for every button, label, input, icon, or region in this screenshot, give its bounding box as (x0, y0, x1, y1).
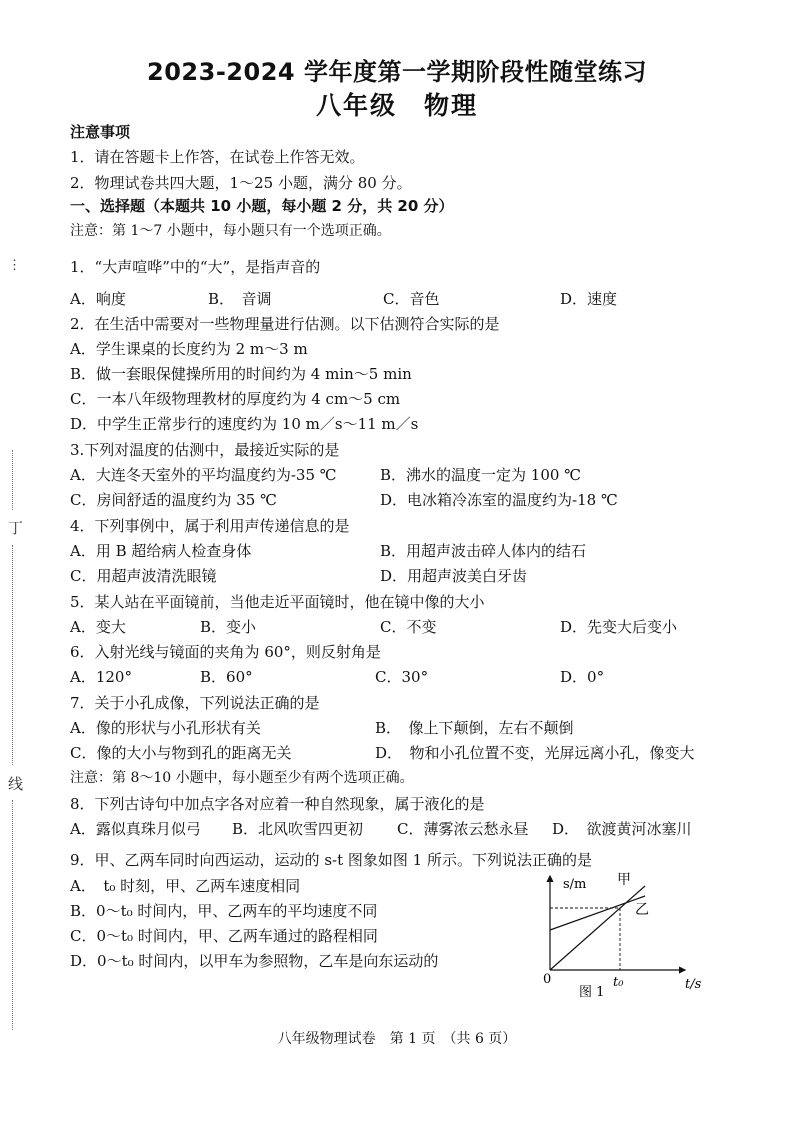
binding-dotted-line (12, 545, 13, 765)
figure-ylabel: s/m (563, 877, 587, 892)
figure-origin: 0 (543, 972, 552, 987)
binding-dot-mark: ⋮ (8, 258, 21, 273)
q9-option-d: D．0～t₀ 时间内，以甲车为参照物，乙车是向东运动的 (70, 952, 439, 970)
question-6-stem: 6．入射光线与镜面的夹角为 60°，则反射角是 (70, 643, 381, 661)
q4-option-b: B．用超声波击碎人体内的结石 (380, 542, 587, 560)
q8-option-a: A．露似真珠月似弓 (70, 820, 201, 838)
question-8-stem: 8．下列古诗句中加点字各对应着一种自然现象，属于液化的是 (70, 795, 485, 813)
figure-caption: 图 1 (579, 985, 605, 1000)
q8-option-d: D． 欲渡黄河冰塞川 (552, 820, 692, 838)
question-9-stem: 9．甲、乙两车同时向西运动，运动的 s-t 图象如图 1 所示。下列说法正确的是 (70, 851, 592, 869)
q8-option-c: C．薄雾浓云愁永昼 (397, 820, 529, 838)
q9-option-b: B．0～t₀ 时间内，甲、乙两车的平均速度不同 (70, 902, 378, 920)
q3-option-d: D．电冰箱冷冻室的温度约为-18 ℃ (380, 491, 618, 509)
notice-heading: 注意事项 (70, 123, 131, 141)
q3-option-b: B．沸水的温度一定为 100 ℃ (380, 466, 581, 484)
series-jia-line (550, 886, 645, 970)
q9-option-c: C．0～t₀ 时间内，甲、乙两车通过的路程相同 (70, 927, 378, 945)
figure-1-st-graph (535, 868, 710, 1003)
q2-option-b: B．做一套眼保健操所用的时间约为 4 min～5 min (70, 365, 412, 383)
binding-dotted-line (12, 450, 13, 510)
series-jia-label: 甲 (617, 872, 631, 888)
section-heading: 一、选择题（本题共 10 小题，每小题 2 分，共 20 分） (70, 197, 454, 215)
q7-option-c: C．像的大小与物到孔的距离无关 (70, 744, 292, 762)
q6-option-c: C．30° (375, 668, 429, 686)
question-4-stem: 4．下列事例中，属于利用声传递信息的是 (70, 517, 350, 535)
question-2-stem: 2．在生活中需要对一些物理量进行估测。以下估测符合实际的是 (70, 315, 500, 333)
binding-mark-xian: 线 (8, 775, 24, 793)
section-note-1: 注意：第 1～7 小题中，每小题只有一个选项正确。 (70, 223, 391, 239)
page-footer: 八年级物理试卷 第 1 页 （共 6 页） (277, 1031, 517, 1047)
notice-item-1: 1．请在答题卡上作答，在试卷上作答无效。 (70, 148, 365, 166)
question-3-stem: 3.下列对温度的估测中，最接近实际的是 (70, 441, 340, 459)
question-5-stem: 5．某人站在平面镜前，当他走近平面镜时，他在镜中像的大小 (70, 593, 485, 611)
q5-option-c: C．不变 (380, 618, 437, 636)
q2-option-c: C．一本八年级物理教材的厚度约为 4 cm～5 cm (70, 390, 401, 408)
binding-dotted-line (12, 800, 13, 1030)
q1-option-b: B． 音调 (208, 290, 272, 308)
figure-t0-label: t₀ (613, 975, 624, 990)
q3-option-c: C．房间舒适的温度约为 35 ℃ (70, 491, 277, 509)
q6-option-a: A．120° (70, 668, 132, 686)
q2-option-a: A．学生课桌的长度约为 2 m～3 m (70, 340, 308, 358)
q6-option-b: B．60° (200, 668, 253, 686)
figure-xlabel: t/s (685, 977, 702, 992)
question-7-stem: 7．关于小孔成像，下列说法正确的是 (70, 694, 320, 712)
exam-subtitle: 八年级 物理 (315, 91, 478, 120)
question-1-stem: 1．“大声喧哗”中的“大”，是指声音的 (70, 258, 321, 276)
q4-option-d: D．用超声波美白牙齿 (380, 567, 528, 585)
q4-option-c: C．用超声波清洗眼镜 (70, 567, 217, 585)
q5-option-d: D．先变大后变小 (560, 618, 678, 636)
exam-title: 2023-2024 学年度第一学期阶段性随堂练习 (147, 58, 647, 86)
series-yi-line (550, 896, 645, 930)
q7-option-b: B． 像上下颠倒，左右不颠倒 (375, 719, 574, 737)
q1-option-d: D．速度 (560, 290, 618, 308)
q4-option-a: A．用 B 超给病人检查身体 (70, 542, 252, 560)
q3-option-a: A．大连冬天室外的平均温度约为-35 ℃ (70, 466, 337, 484)
q5-option-a: A．变大 (70, 618, 126, 636)
q7-option-d: D． 物和小孔位置不变，光屏远离小孔，像变大 (375, 744, 695, 762)
q8-option-b: B．北风吹雪四更初 (232, 820, 364, 838)
q2-option-d: D．中学生正常步行的速度约为 10 m／s～11 m／s (70, 415, 419, 433)
notice-item-2: 2．物理试卷共四大题，1～25 小题，满分 80 分。 (70, 174, 412, 192)
series-yi-label: 乙 (635, 902, 649, 918)
q9-option-a: A． t₀ 时刻，甲、乙两车速度相同 (70, 877, 301, 895)
q6-option-d: D．0° (560, 668, 605, 686)
q1-option-a: A．响度 (70, 290, 126, 308)
section-note-2: 注意：第 8～10 小题中，每小题至少有两个选项正确。 (70, 770, 414, 786)
q7-option-a: A．像的形状与小孔形状有关 (70, 719, 261, 737)
binding-mark-ding: 丁 (8, 519, 24, 537)
q5-option-b: B．变小 (200, 618, 257, 636)
q1-option-c: C．音色 (383, 290, 440, 308)
